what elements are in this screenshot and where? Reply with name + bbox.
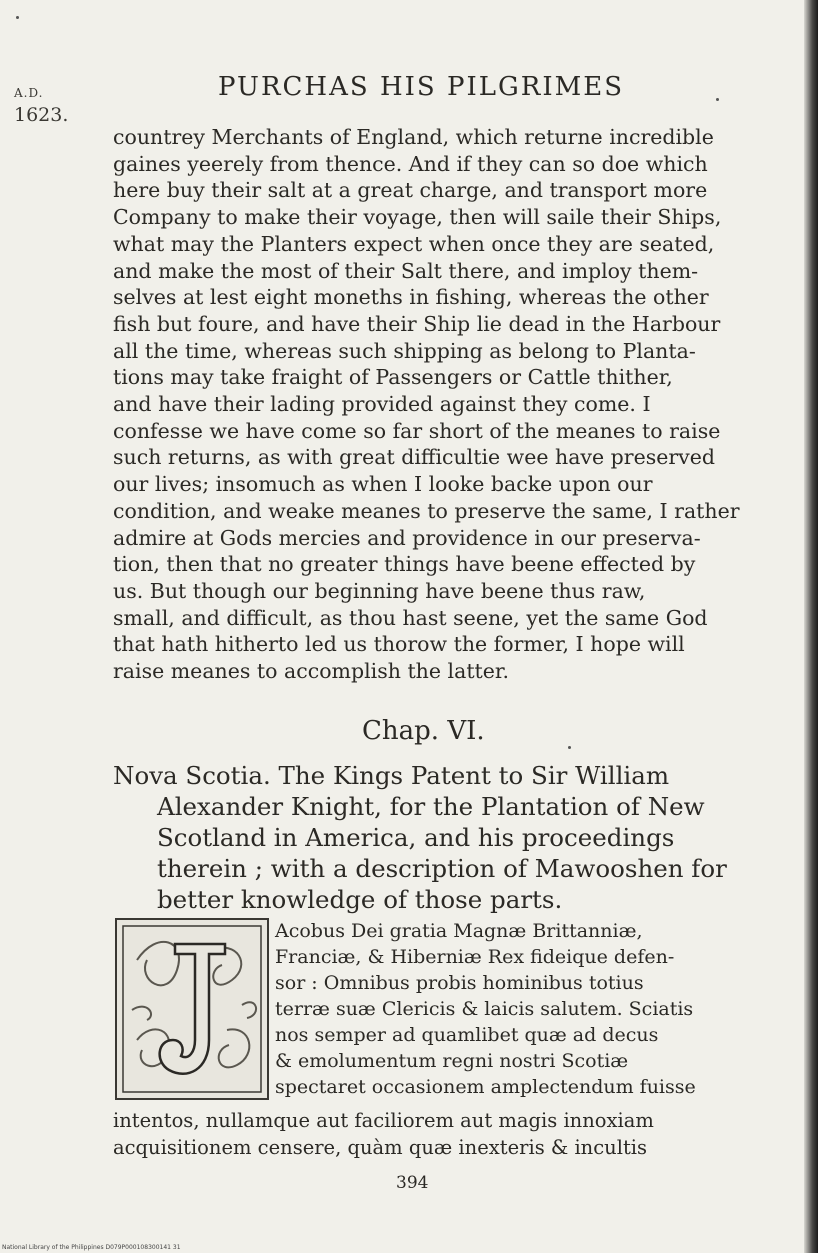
text-line: selves at lest eight moneths in fishing, whereas the other: [113, 285, 709, 310]
text-line: such returns, as with great difficultie wee have preserved: [113, 445, 716, 470]
heading-line: Scotland in America, and his proceedings: [157, 823, 675, 852]
text-line: Company to make their voyage, then will saile their Ships,: [113, 205, 722, 230]
drop-cap-j-ornament: [115, 918, 269, 1100]
margin-date: [14, 82, 68, 126]
text-line: confesse we have come so far short of the meanes to raise: [113, 418, 721, 443]
speck: [716, 98, 719, 101]
latin-line: intentos, nullamque aut faciliorem aut magis innoxiam: [113, 1109, 654, 1132]
heading-rest: [113, 791, 745, 915]
text-line: condition, and weake meanes to preserve the same, I rather: [113, 498, 740, 523]
margin-year: 1623.: [14, 104, 69, 126]
running-head: PURCHAS HIS PILGRIMES: [218, 72, 625, 102]
text-line: admire at Gods mercies and providence in our preserva-: [113, 525, 701, 550]
latin-line: Acobus Dei gratia Magnæ Brittanniæ,: [275, 920, 643, 942]
latin-line: Franciæ, & Hiberniæ Rex fideique defen-: [275, 946, 675, 968]
text-line: tions may take fraight of Passengers or Cattle thither,: [113, 365, 673, 390]
text-line: and have their lading provided against they come. I: [113, 392, 651, 417]
book-spine-shadow: [804, 0, 818, 1253]
text-line: fish but foure, and have their Ship lie dead in the Harbour: [113, 311, 721, 336]
speck: [568, 746, 571, 749]
latin-line: acquisitionem censere, quàm quæ inexteris & incultis: [113, 1136, 648, 1159]
text-line: all the time, whereas such shipping as belong to Planta-: [113, 338, 696, 363]
text-line: our lives; insomuch as when I looke backe upon our: [113, 472, 653, 497]
body-text: [113, 124, 745, 685]
latin-line: spectaret occasionem amplectendum fuisse: [275, 1076, 696, 1098]
text-line: here buy their salt at a great charge, and transport more: [113, 178, 708, 203]
text-line: what may the Planters expect when once they are seated,: [113, 231, 715, 256]
library-footer: National Library of the Philippines D079P000108300141 31: [2, 1244, 181, 1251]
heading-line: better knowledge of those parts.: [157, 885, 563, 914]
heading-first-line: Nova Scotia. The Kings Patent to Sir William: [113, 761, 670, 790]
ornament-icon: [117, 920, 267, 1098]
latin-line: & emolumentum regni nostri Scotiæ: [275, 1050, 629, 1072]
latin-patent-continuation: [113, 1107, 745, 1161]
chapter-title: Chap. VI.: [362, 716, 485, 746]
latin-patent-text: [275, 918, 745, 1100]
latin-line: nos semper ad quamlibet quæ ad decus: [275, 1024, 659, 1046]
chapter-heading: [113, 760, 745, 915]
text-line: small, and difficult, as thou hast seene, yet the same God: [113, 605, 708, 630]
latin-line: sor : Omnibus probis hominibus totius: [275, 972, 644, 994]
latin-line: terræ suæ Clericis & laicis salutem. Sciatis: [275, 998, 694, 1020]
text-line: tion, then that no greater things have beene effected by: [113, 552, 696, 577]
heading-line: Alexander Knight, for the Plantation of New: [157, 792, 705, 821]
speck: [16, 16, 19, 19]
text-line: gaines yeerely from thence. And if they can so doe which: [113, 151, 708, 176]
text-line: and make the most of their Salt there, and imploy them-: [113, 258, 699, 283]
text-line: us. But though our beginning have beene thus raw,: [113, 578, 646, 603]
heading-line: therein ; with a description of Mawooshen for: [157, 854, 727, 883]
margin-era: A.D.: [14, 86, 44, 100]
text-line: raise meanes to accomplish the latter.: [113, 659, 509, 684]
text-line: that hath hitherto led us thorow the former, I hope will: [113, 632, 685, 657]
page-number: 394: [396, 1173, 429, 1193]
text-line: countrey Merchants of England, which returne incredible: [113, 125, 714, 149]
